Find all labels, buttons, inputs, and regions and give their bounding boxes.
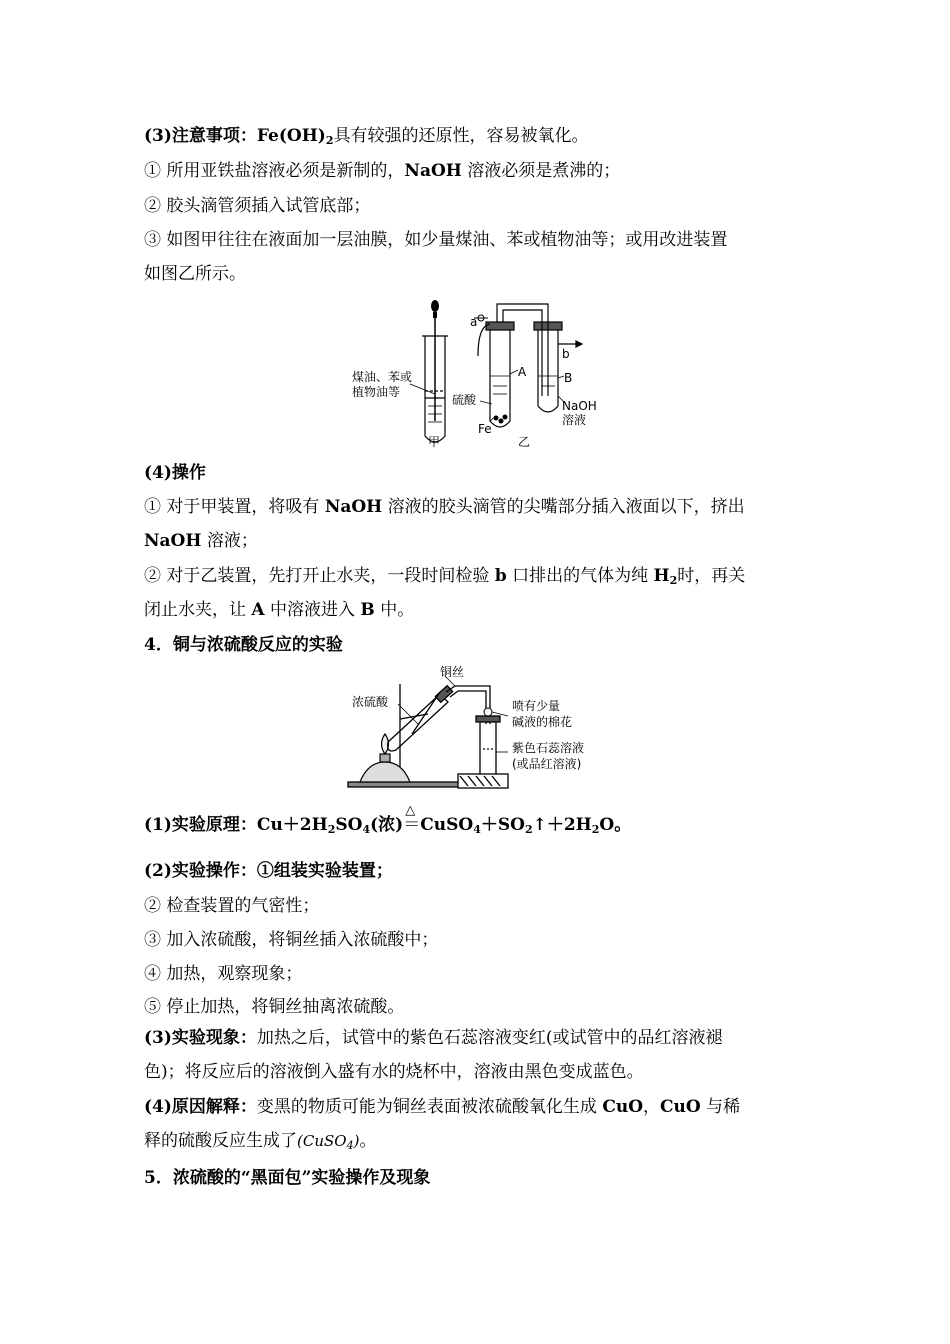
explain-l2-end: 。: [359, 1131, 377, 1151]
label-conc-sulfuric-acid: 浓硫酸: [352, 695, 389, 709]
label-naoh-2: 溶液: [562, 413, 587, 427]
sec4-line-4-B: B: [360, 600, 375, 620]
sec3-item-1-rest: 溶液必须是煮沸的；: [461, 161, 621, 181]
sec3-item-1-prefix: ① 所用亚铁盐溶液必须是新制的，: [144, 161, 405, 181]
sec3-heading-rest: 具有较强的还原性，容易被氧化。: [333, 126, 589, 146]
phenomena-rest: 加热之后，试管中的紫色石蕊溶液变红(或试管中的品红溶液褪: [256, 1028, 723, 1048]
ops-heading-text: (2)实验操作：①组装实验装置；: [144, 861, 393, 881]
label-a: a: [470, 315, 478, 329]
sec4-line-4-mid: 中溶液进入: [264, 600, 361, 620]
sec3-item-1: [144, 159, 620, 183]
dropper-icon: [431, 300, 439, 421]
section-5-title: 5．浓硫酸的“黑面包”实验操作及现象: [144, 1168, 431, 1188]
ops-step-2: ② 检查装置的气密性；: [144, 896, 320, 916]
sec4-line-2-rest: 溶液；: [201, 531, 258, 551]
sec4-line-2: [144, 529, 258, 553]
sec4-line-4-prefix: 闭止水夹，让: [144, 600, 252, 620]
feoh2-sub: 2: [325, 134, 334, 147]
phenomena-line-1: [144, 1026, 723, 1050]
alcohol-lamp-icon: [360, 734, 410, 782]
sec3-item-3: ③ 如图甲往往在液面加一层油膜，如少量煤油、苯或植物油等；或用改进装置: [144, 230, 728, 250]
label-fe: Fe: [478, 422, 492, 436]
label-sulfuric-acid: 硫酸: [452, 393, 477, 407]
explain-cuo-2: CuO: [660, 1097, 701, 1117]
eq-sub4: 2: [524, 823, 533, 836]
label-oil-1: 煤油、苯或: [352, 370, 413, 384]
eq-so4: SO: [335, 815, 363, 835]
eq-conc: (浓): [370, 815, 404, 835]
heating-equals-sign: △ ＝: [403, 813, 420, 837]
sec4-line-3: [144, 564, 745, 588]
sec4-line-4-rest: 中。: [374, 600, 415, 620]
feoh2-formula: [257, 126, 334, 146]
ops-step-4: ④ 加热，观察现象；: [144, 964, 303, 984]
eq-up: ↑＋2H: [532, 815, 592, 835]
label-cotton-2: 碱液的棉花: [512, 715, 573, 729]
explain-prefix: (4)原因解释：: [144, 1097, 257, 1117]
ops-heading: [144, 859, 393, 883]
phenomena-prefix: (3)实验现象：: [144, 1028, 257, 1048]
sec3-heading-prefix: (3)注意事项：: [144, 126, 257, 146]
label-copper-wire: 铜丝: [440, 665, 465, 679]
cotton-icon: [484, 708, 492, 716]
reaction-test-tube: [388, 686, 453, 751]
iron-particles-icon: [494, 415, 508, 424]
delta-icon: △: [405, 803, 416, 818]
explain-line-2: [144, 1129, 376, 1153]
sec4-line-1: [144, 495, 745, 519]
label-b: b: [562, 347, 570, 361]
label-yi: 乙: [518, 435, 531, 449]
sec3-item-1-naoh: NaOH: [404, 161, 462, 181]
explain-l2-a: 释的硫酸反应生成了: [144, 1131, 297, 1151]
fe-oh2-apparatus-figure: [340, 296, 610, 456]
sec4-line-2-naoh: NaOH: [144, 531, 202, 551]
feoh2-base: Fe(OH): [256, 126, 326, 146]
h2-base: H: [653, 566, 670, 586]
sec4-line-3-rest: 时，再关: [677, 566, 746, 586]
h2-sub: 2: [669, 574, 678, 587]
sec4-line-3-mid: 口排出的气体为纯: [506, 566, 654, 586]
eq-plus: ＋SO: [480, 815, 525, 835]
sec4-line-3-prefix: ② 对于乙装置，先打开止水夹，一段时间检验: [144, 566, 495, 586]
explain-a: 变黑的物质可能为铜丝表面被浓硫酸氧化生成: [256, 1097, 603, 1117]
principle-prefix: (1)实验原理：: [144, 815, 257, 835]
label-cotton-1: 喷有少量: [512, 699, 561, 713]
sec4-line-4: [144, 598, 414, 622]
sec3-item-4: 如图乙所示。: [144, 264, 246, 284]
sec3-item-2: ② 胶头滴管须插入试管底部；: [144, 196, 371, 216]
cuso4-base: CuSO: [302, 1132, 347, 1150]
sec4-line-3-b: b: [494, 566, 507, 586]
sec4-line-1-rest: 溶液的胶头滴管的尖嘴部分插入液面以下，挤出: [382, 497, 745, 517]
sec4-heading: (4)操作: [144, 463, 206, 483]
cuso4-sub: 4: [346, 1139, 354, 1152]
explain-line-1: [144, 1095, 740, 1119]
yi-tube-a: [486, 322, 514, 427]
label-oil-2: 植物油等: [352, 385, 401, 399]
label-naoh-1: NaOH: [562, 399, 597, 413]
eq-sub1: 2: [327, 823, 336, 836]
sec3-heading: [144, 124, 589, 148]
sec4-line-3-h2: [654, 566, 678, 586]
sec4-line-1-prefix: ① 对于甲装置，将吸有: [144, 497, 325, 517]
cu-h2so4-apparatus-figure: [340, 664, 630, 794]
ops-step-5: ⑤ 停止加热，将铜丝抽离浓硫酸。: [144, 997, 405, 1017]
phenomena-line-2: 色)；将反应后的溶液倒入盛有水的烧杯中，溶液由黑色变成蓝色。: [144, 1062, 644, 1082]
label-litmus-2: (或品红溶液): [512, 757, 582, 771]
explain-cuo-1: CuO: [602, 1097, 644, 1117]
sec4-line-1-naoh: NaOH: [324, 497, 383, 517]
ops-step-3: ③ 加入浓硫酸，将铜丝插入浓硫酸中；: [144, 930, 439, 950]
explain-b: ，: [643, 1097, 661, 1117]
eq-sub2: 4: [362, 823, 371, 836]
eq-left: Cu＋2H: [256, 815, 328, 835]
label-litmus-1: 紫色石蕊溶液: [512, 741, 585, 755]
eq-sub5: 2: [591, 823, 600, 836]
section-4-title: 4．铜与浓硫酸反应的实验: [144, 635, 343, 655]
explain-c: 与稀: [700, 1097, 741, 1117]
principle-equation: [144, 803, 632, 837]
sec4-line-4-A: A: [251, 600, 265, 620]
eq-sub3: 4: [473, 823, 481, 836]
label-A: A: [518, 365, 527, 379]
eq-mid: CuSO: [420, 815, 474, 835]
eq-end: O。: [599, 815, 632, 835]
label-B: B: [564, 371, 573, 385]
label-jia: 甲: [428, 435, 441, 449]
cuso4-formula: (CuSO$_4$): [297, 1132, 360, 1152]
